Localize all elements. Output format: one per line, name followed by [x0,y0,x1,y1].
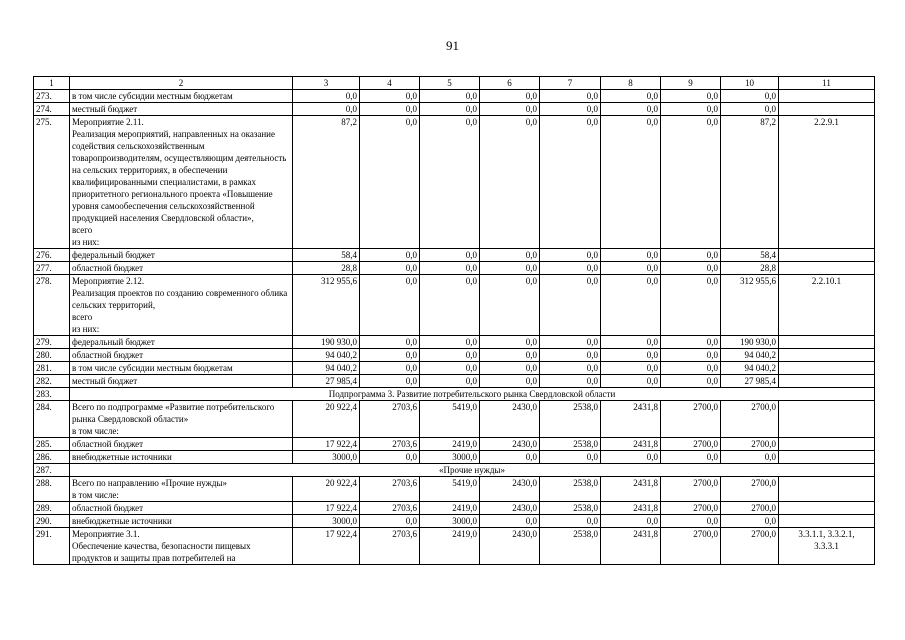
column-header: 8 [601,77,661,90]
table-row [34,349,875,362]
amount-cell: 2538,0 [540,528,601,565]
row-number: 273. [34,90,70,103]
amount-cell: 0,0 [540,103,601,116]
table-row [34,116,875,249]
row-description: Мероприятие 3.1. Обеспечение качества, безопасности пищевых продуктов и защиты прав потребителей на [70,528,293,565]
amount-cell: 0,0 [420,116,480,249]
amount-cell: 0,0 [360,275,420,336]
amount-cell: 0,0 [293,103,360,116]
amount-cell: 2700,0 [661,477,721,502]
amount-cell: 0,0 [360,515,420,528]
row-description: областной бюджет [70,349,293,362]
amount-cell: 2538,0 [540,502,601,515]
amount-cell: 0,0 [360,349,420,362]
target-reference [779,262,875,275]
amount-cell: 0,0 [540,336,601,349]
row-description: Мероприятие 2.11. Реализация мероприятий, направленных на оказание содействия сельскохозяйственным товаропроизводителям, осуществляющим деятельность на сельских территориях, в обеспечении квалифицированными специалистами, в рамках приоритетного регионального проекта «Повышение уровня самообеспечения сельскохозяйственной продукцией населения Свердловской области», всего из них: [70,116,293,249]
row-number: 281. [34,362,70,375]
amount-cell: 0,0 [721,515,779,528]
amount-cell: 0,0 [540,349,601,362]
amount-cell: 0,0 [540,515,601,528]
row-number: 287. [34,464,70,477]
amount-cell: 2700,0 [721,502,779,515]
amount-cell: 0,0 [661,451,721,464]
amount-cell: 0,0 [420,375,480,388]
table-row [34,401,875,438]
amount-cell: 0,0 [661,336,721,349]
amount-cell: 2431,8 [601,502,661,515]
target-reference [779,336,875,349]
amount-cell: 2700,0 [721,438,779,451]
amount-cell: 0,0 [480,362,540,375]
amount-cell: 2703,6 [360,401,420,438]
amount-cell: 190 930,0 [293,336,360,349]
target-reference [779,515,875,528]
amount-cell: 0,0 [721,451,779,464]
target-reference: 2.2.10.1 [779,275,875,336]
amount-cell: 0,0 [360,116,420,249]
row-number: 276. [34,249,70,262]
table-row [34,515,875,528]
amount-cell: 2430,0 [480,502,540,515]
amount-cell: 0,0 [360,451,420,464]
target-reference [779,451,875,464]
amount-cell: 0,0 [420,349,480,362]
amount-cell: 0,0 [360,362,420,375]
target-reference [779,401,875,438]
amount-cell: 94 040,2 [721,362,779,375]
row-number: 284. [34,401,70,438]
table-row [34,262,875,275]
table-row [34,249,875,262]
column-header: 1 [34,77,70,90]
amount-cell: 2538,0 [540,477,601,502]
amount-cell: 0,0 [480,515,540,528]
column-header: 3 [293,77,360,90]
amount-cell: 2431,8 [601,528,661,565]
amount-cell: 0,0 [360,90,420,103]
target-reference [779,375,875,388]
amount-cell: 0,0 [601,375,661,388]
row-description: Всего по подпрограмме «Развитие потребительского рынка Свердловской области» в том числе: [70,401,293,438]
amount-cell: 312 955,6 [293,275,360,336]
amount-cell: 0,0 [601,336,661,349]
amount-cell: 0,0 [360,262,420,275]
amount-cell: 27 985,4 [721,375,779,388]
amount-cell: 0,0 [601,249,661,262]
amount-cell: 3000,0 [420,451,480,464]
table-row [34,362,875,375]
amount-cell: 94 040,2 [293,362,360,375]
amount-cell: 87,2 [721,116,779,249]
column-header: 5 [420,77,480,90]
row-number: 290. [34,515,70,528]
amount-cell: 2700,0 [661,438,721,451]
table-row [34,388,875,401]
amount-cell: 2419,0 [420,502,480,515]
row-number: 288. [34,477,70,502]
section-heading: Подпрограмма 3. Развитие потребительского рынка Свердловской области [70,388,875,401]
amount-cell: 17 922,4 [293,528,360,565]
amount-cell: 2430,0 [480,401,540,438]
amount-cell: 3000,0 [293,515,360,528]
amount-cell: 94 040,2 [293,349,360,362]
amount-cell: 5419,0 [420,401,480,438]
amount-cell: 0,0 [540,451,601,464]
amount-cell: 17 922,4 [293,438,360,451]
amount-cell: 3000,0 [420,515,480,528]
table-row [34,336,875,349]
row-description: федеральный бюджет [70,249,293,262]
amount-cell: 0,0 [661,249,721,262]
amount-cell: 0,0 [661,90,721,103]
amount-cell: 0,0 [480,116,540,249]
amount-cell: 0,0 [420,362,480,375]
amount-cell: 2703,6 [360,502,420,515]
amount-cell: 58,4 [721,249,779,262]
amount-cell: 2538,0 [540,401,601,438]
amount-cell: 0,0 [540,90,601,103]
amount-cell: 2430,0 [480,528,540,565]
target-reference: 3.3.1.1, 3.3.2.1, 3.3.3.1 [779,528,875,565]
amount-cell: 17 922,4 [293,502,360,515]
amount-cell: 20 922,4 [293,401,360,438]
amount-cell: 0,0 [480,451,540,464]
amount-cell: 0,0 [420,103,480,116]
amount-cell: 0,0 [480,103,540,116]
amount-cell: 0,0 [480,375,540,388]
amount-cell: 2700,0 [721,528,779,565]
target-reference [779,103,875,116]
row-description: областной бюджет [70,502,293,515]
row-description: Мероприятие 2.12. Реализация проектов по созданию современного облика сельских территорий, всего из них: [70,275,293,336]
amount-cell: 2431,8 [601,438,661,451]
row-description: Всего по направлению «Прочие нужды» в том числе: [70,477,293,502]
amount-cell: 0,0 [721,90,779,103]
amount-cell: 0,0 [721,103,779,116]
target-reference [779,362,875,375]
amount-cell: 20 922,4 [293,477,360,502]
amount-cell: 28,8 [721,262,779,275]
table-row [34,477,875,502]
amount-cell: 0,0 [420,90,480,103]
amount-cell: 0,0 [601,362,661,375]
row-number: 274. [34,103,70,116]
amount-cell: 0,0 [601,116,661,249]
amount-cell: 28,8 [293,262,360,275]
amount-cell: 2700,0 [661,401,721,438]
table-row [34,103,875,116]
row-description: в том числе субсидии местным бюджетам [70,90,293,103]
amount-cell: 0,0 [601,103,661,116]
row-number: 282. [34,375,70,388]
column-header: 4 [360,77,420,90]
section-heading: «Прочие нужды» [70,464,875,477]
table-row [34,451,875,464]
amount-cell: 0,0 [601,90,661,103]
amount-cell: 94 040,2 [721,349,779,362]
row-description: в том числе субсидии местным бюджетам [70,362,293,375]
amount-cell: 0,0 [661,116,721,249]
amount-cell: 0,0 [601,349,661,362]
row-number: 279. [34,336,70,349]
amount-cell: 0,0 [480,262,540,275]
row-description: федеральный бюджет [70,336,293,349]
row-description: областной бюджет [70,438,293,451]
row-number: 291. [34,528,70,565]
amount-cell: 2700,0 [661,528,721,565]
column-header: 11 [779,77,875,90]
row-description: местный бюджет [70,375,293,388]
amount-cell: 0,0 [420,275,480,336]
target-reference [779,438,875,451]
row-number: 286. [34,451,70,464]
column-header: 10 [721,77,779,90]
amount-cell: 3000,0 [293,451,360,464]
table-row [34,275,875,336]
amount-cell: 0,0 [661,103,721,116]
amount-cell: 0,0 [293,90,360,103]
amount-cell: 0,0 [601,451,661,464]
amount-cell: 2703,6 [360,438,420,451]
amount-cell: 2419,0 [420,438,480,451]
target-reference [779,349,875,362]
amount-cell: 0,0 [420,262,480,275]
amount-cell: 0,0 [540,375,601,388]
amount-cell: 0,0 [420,336,480,349]
column-header: 9 [661,77,721,90]
amount-cell: 0,0 [661,362,721,375]
row-number: 277. [34,262,70,275]
target-reference [779,477,875,502]
table-row [34,528,875,565]
amount-cell: 0,0 [480,349,540,362]
row-number: 289. [34,502,70,515]
row-description: областной бюджет [70,262,293,275]
amount-cell: 87,2 [293,116,360,249]
column-header: 7 [540,77,601,90]
amount-cell: 5419,0 [420,477,480,502]
amount-cell: 0,0 [360,336,420,349]
amount-cell: 2700,0 [721,477,779,502]
amount-cell: 0,0 [360,103,420,116]
amount-cell: 0,0 [480,90,540,103]
amount-cell: 0,0 [601,275,661,336]
amount-cell: 0,0 [360,375,420,388]
budget-table [33,76,875,565]
table-row [34,438,875,451]
table-row [34,375,875,388]
amount-cell: 2419,0 [420,528,480,565]
amount-cell: 2430,0 [480,477,540,502]
amount-cell: 0,0 [540,249,601,262]
target-reference [779,249,875,262]
row-number: 283. [34,388,70,401]
row-number: 280. [34,349,70,362]
amount-cell: 2700,0 [661,502,721,515]
amount-cell: 312 955,6 [721,275,779,336]
row-number: 278. [34,275,70,336]
amount-cell: 0,0 [480,249,540,262]
amount-cell: 0,0 [480,336,540,349]
row-number: 285. [34,438,70,451]
amount-cell: 0,0 [360,249,420,262]
amount-cell: 0,0 [661,275,721,336]
column-header: 2 [70,77,293,90]
amount-cell: 0,0 [661,515,721,528]
amount-cell: 0,0 [420,249,480,262]
amount-cell: 0,0 [601,262,661,275]
amount-cell: 2703,6 [360,528,420,565]
amount-cell: 0,0 [661,375,721,388]
target-reference: 2.2.9.1 [779,116,875,249]
amount-cell: 2430,0 [480,438,540,451]
row-number: 275. [34,116,70,249]
amount-cell: 0,0 [661,262,721,275]
amount-cell: 0,0 [540,262,601,275]
amount-cell: 27 985,4 [293,375,360,388]
amount-cell: 190 930,0 [721,336,779,349]
column-header: 6 [480,77,540,90]
amount-cell: 58,4 [293,249,360,262]
amount-cell: 0,0 [480,275,540,336]
row-description: внебюджетные источники [70,451,293,464]
amount-cell: 2700,0 [721,401,779,438]
amount-cell: 0,0 [540,362,601,375]
table-row [34,502,875,515]
amount-cell: 2538,0 [540,438,601,451]
amount-cell: 0,0 [540,116,601,249]
page-number: 91 [446,38,459,53]
row-description: внебюджетные источники [70,515,293,528]
table-header-row [34,77,875,90]
amount-cell: 2431,8 [601,401,661,438]
target-reference [779,90,875,103]
amount-cell: 0,0 [661,349,721,362]
amount-cell: 2431,8 [601,477,661,502]
amount-cell: 0,0 [601,515,661,528]
table-row [34,90,875,103]
row-description: местный бюджет [70,103,293,116]
amount-cell: 0,0 [540,275,601,336]
amount-cell: 2703,6 [360,477,420,502]
table-row [34,464,875,477]
target-reference [779,502,875,515]
